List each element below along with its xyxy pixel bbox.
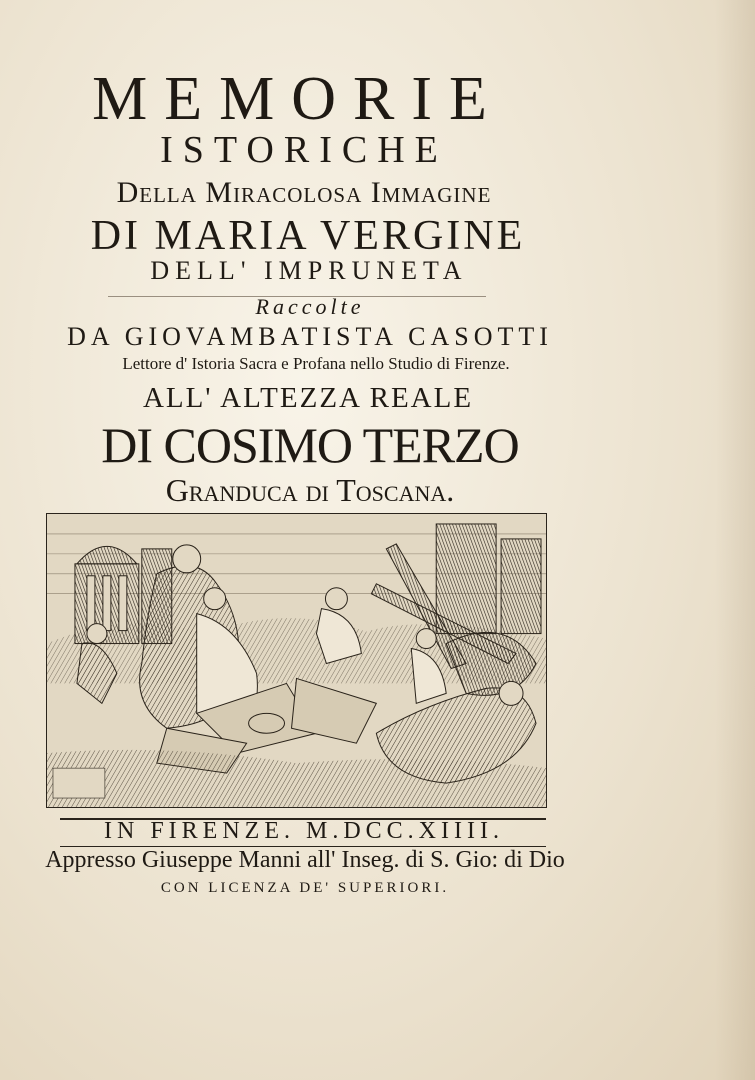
imprint-printer: Appresso Giuseppe Manni all' Inseg. di S. Gio: di Dio <box>45 847 565 873</box>
subtitle-impruneta: DELL' IMPRUNETA <box>150 256 468 285</box>
title-istoriche: ISTORICHE <box>160 129 448 171</box>
engraving-picture <box>47 514 546 807</box>
author-title: Lettore d' Istoria Sacra e Profana nello Studio di Firenze. <box>122 354 510 373</box>
subtitle-maria-vergine: DI MARIA VERGINE <box>90 213 526 259</box>
dedicatee-name: DI COSIMO TERZO <box>101 417 519 473</box>
author-name: DA GIOVAMBATISTA CASOTTI <box>67 322 553 351</box>
subtitle-miracolosa: Della Miracolosa Immagine <box>116 176 492 209</box>
imprint-license: CON LICENZA DE' SUPERIORI. <box>160 880 450 896</box>
raccolte-label: Raccolte <box>255 294 365 319</box>
dedicatee-title: Granduca di Toscana. <box>165 472 455 508</box>
title-memorie: MEMORIE <box>92 65 504 133</box>
engraving-illustration <box>46 513 547 808</box>
dedication-line: ALL' ALTEZZA REALE <box>142 382 474 414</box>
imprint-place-date: IN FIRENZE. M.DCC.XIIII. <box>104 818 504 844</box>
